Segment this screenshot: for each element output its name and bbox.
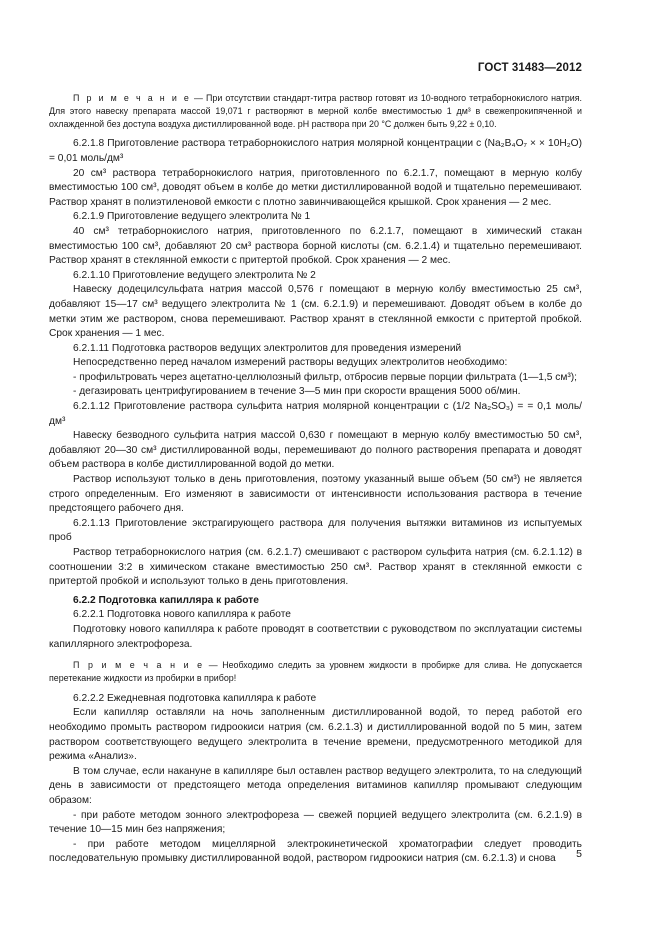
note-paragraph xyxy=(49,92,582,130)
note-text: — Необходимо следить за уровнем жидкости в пробирке для слива. Не допускается перетекание жидкости из пробирки в прибор! xyxy=(49,660,582,683)
section-6-2-1-11-title: 6.2.1.11 Подготовка растворов ведущих электролитов для проведения измерений xyxy=(73,342,462,354)
section-6-2-2-2-body: В том случае, если накануне в капилляре был оставлен раствор ведущего электролита, то на следующий день в зависимости от предстоящего метода определения витаминов капилляр промывают следующим образом: xyxy=(49,765,582,806)
note-text: — При отсутствии стандарт-титра раствор готовят из 10-водного тетраборнокислого натрия. Для этого навеску препарата массой 19,071 г растворяют в мерной колбе вместимостью 1 дм³ в свежепрокипяченной и охлажденной без доступа воздуха дистиллированной воде. pH раствора при 20 °С должен быть 9,22 ± 0,10. xyxy=(49,93,582,129)
section-6-2-1-11-body: Непосредственно перед началом измерений растворы ведущих электролитов необходимо: xyxy=(73,357,508,369)
section-6-2-2-1-title: 6.2.2.1 Подготовка нового капилляра к работе xyxy=(73,609,291,621)
section-6-2-1-13-body: Раствор тетраборнокислого натрия (см. 6.2.1.7) смешивают с раствором сульфита натрия (см. 6.2.1.12) в соотношении 3:2 в химическом стакане вместимостью 250 см³. Раствор хранят в стеклянной емкости с притертой пробкой и используют только в день приготовления. xyxy=(49,547,582,588)
note-label: П р и м е ч а н и е xyxy=(73,93,191,103)
note-label: П р и м е ч а н и е xyxy=(73,660,205,671)
section-6-2-1-10-title: 6.2.1.10 Приготовление ведущего электролита № 2 xyxy=(73,269,316,281)
section-6-2-1-9-body: 40 см³ тетраборнокислого натрия, приготовленного по 6.2.1.7, помещают в химический стакан вместимостью 100 см³, добавляют 20 см³ раствора борной кислоты (см. 6.2.1.4) и тщательно перемешивают. Раствор хранят в стеклянной емкости с притертой пробкой. Срок хранения — 2 мес. xyxy=(49,225,582,267)
document-body xyxy=(49,92,582,867)
section-6-2-1-9-title: 6.2.1.9 Приготовление ведущего электролита № 1 xyxy=(73,211,311,223)
list-item: - профильтровать через ацетатно-целлюлозный фильтр, отбросив первые порции фильтрата (1—1,5 см³); xyxy=(73,371,577,383)
section-6-2-2-1-body: Подготовку нового капилляра к работе проводят в соответствии с руководством по эксплуатации системы капиллярного электрофореза. xyxy=(49,623,582,650)
note-paragraph xyxy=(49,659,582,685)
section-6-2-2-2-body: Если капилляр оставляли на ночь заполненным дистиллированной водой, то перед работой его необходимо промыть раствором гидроокиси натрия (см. 6.2.1.3) и дистиллированной водой по 5 мин, затем раствором соответствующего ведущего электролита в течение времени, предусмотренного методикой для режима «Анализ». xyxy=(49,707,582,763)
section-6-2-1-10-body: Навеску додецилсульфата натрия массой 0,576 г помещают в мерную колбу вместимостью 25 см³, добавляют 15—17 см³ ведущего электролита № 1 (см. 6.2.1.9) и перемешивают. Доводят объем в колбе до метки этим же раствором, снова перемешивают. Раствор хранят в стеклянной емкости с притертой пробкой. Срок хранения — 1 мес. xyxy=(49,284,582,340)
section-6-2-1-13-title: 6.2.1.13 Приготовление экстрагирующего раствора для получения вытяжки витаминов из испытуемых проб xyxy=(49,517,582,544)
list-item: - при работе методом мицеллярной электрокинетической хроматографии следует проводить последовательную промывку дистиллированной водой, раствором гидроокиси натрия (см. 6.2.1.3) и снова xyxy=(49,838,582,865)
standard-header: ГОСТ 31483—2012 xyxy=(477,62,582,74)
section-6-2-2-title: 6.2.2 Подготовка капилляра к работе xyxy=(73,594,259,606)
section-6-2-1-12-body: Навеску безводного сульфита натрия массой 0,630 г помещают в мерную колбу вместимостью 50 см³, добавляют 20—30 см³ дистиллированной воды, перемешивают до полного растворения препарата и доводят объем раствора в колбе дистиллированной водой до метки. xyxy=(49,430,582,471)
section-6-2-2-2-title: 6.2.2.2 Ежедневная подготовка капилляра к работе xyxy=(73,692,317,704)
page-number: 5 xyxy=(576,848,582,860)
list-item: - дегазировать центрифугированием в течение 3—5 мин при скорости вращения 5000 об/мин. xyxy=(73,386,521,398)
section-6-2-1-8-body: 20 см³ раствора тетраборнокислого натрия, приготовленного по 6.2.1.7, помещают в мерную колбу вместимостью 100 см³, доводят объем в колбе до метки дистиллированной водой и тщательно перемешивают. Раствор хранят в полиэтиленовой емкости с плотно завинчивающейся крышкой. Срок хранения — 2 мес. xyxy=(49,167,582,208)
list-item: - при работе методом зонного электрофореза — свежей порцией ведущего электролита (см. 6.2.1.9) в течение 10—15 мин без напряжения; xyxy=(49,809,582,836)
section-6-2-1-12-title: 6.2.1.12 Приготовление раствора сульфита натрия молярной концентрации c (1/2 Na₂SO₃) = = 0,1 моль/дм³ xyxy=(49,401,582,427)
section-6-2-1-12-body: Раствор используют только в день приготовления, поэтому указанный выше объем (50 см³) не является строго определенным. Его изменяют в зависимости от интенсивности использования раствора в течение предстоящего рабочего дня. xyxy=(49,474,582,515)
section-6-2-1-8-title: 6.2.1.8 Приготовление раствора тетраборнокислого натрия молярной концентрации c (Na₂B₄O₇ × × 10H₂O) = 0,01 моль/дм³ xyxy=(49,138,582,164)
